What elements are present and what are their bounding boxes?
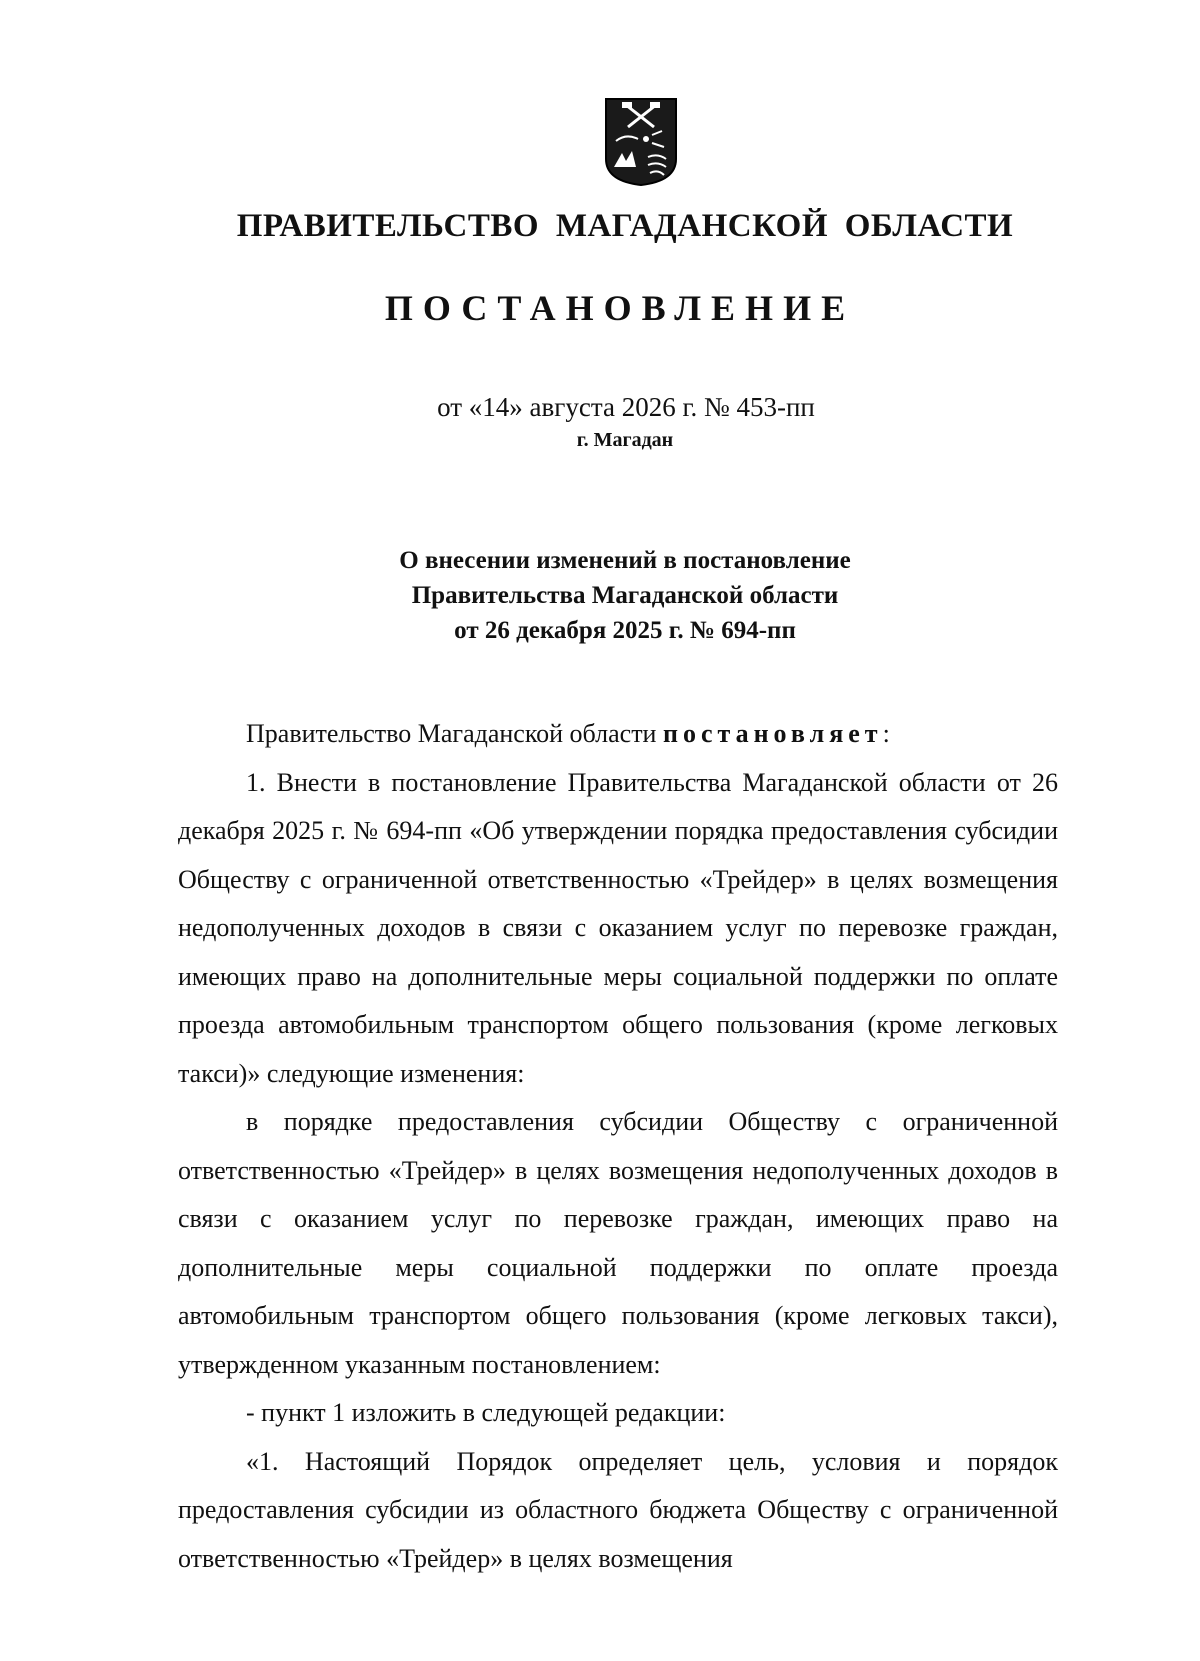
paragraph-1: 1. Внести в постановление Правительства Магаданской области от 26 декабря 2025 г. № 694-пп «Об утверждении порядка предоставления субсидии Обществу с ограниченной ответственностью «Трейдер» в целях возмещения недополученных доходов в связи с оказанием услуг по перевозке граждан, имеющих право на дополнительные меры социальной поддержки по оплате проезда автомобильным транспортом общего пользования (кроме легковых такси)» следующие изменения: bbox=[178, 767, 1058, 1088]
preamble-paragraph bbox=[178, 710, 1058, 759]
paragraph-4: «1. Настоящий Порядок определяет цель, условия и порядок предоставления субсидии из областного бюджета Обществу с ограниченной ответственностью «Трейдер» в целях возмещения bbox=[178, 1446, 1058, 1573]
heading-line: от 26 декабря 2025 г. № 694-пп bbox=[454, 617, 796, 644]
document-body bbox=[178, 710, 1058, 1583]
heading-line: Правительства Магаданской области bbox=[411, 582, 839, 609]
preamble-lead: Правительство Магаданской области bbox=[246, 719, 663, 748]
document-city: г. Магадан bbox=[576, 429, 674, 451]
document-type-title: ПОСТАНОВЛЕНИЕ bbox=[384, 288, 856, 328]
document-heading bbox=[0, 543, 1200, 648]
paragraph-3: - пункт 1 изложить в следующей редакции: bbox=[246, 1398, 726, 1427]
preamble-end: : bbox=[882, 719, 890, 748]
heading-line: О внесении изменений в постановление bbox=[399, 547, 851, 574]
paragraph-2: в порядке предоставления субсидии Обществу с ограниченной ответственностью «Трейдер» в целях возмещения недополученных доходов в связи с оказанием услуг по перевозке граждан, имеющих право на дополнительные меры социальной поддержки по оплате проезда автомобильным транспортом общего пользования (кроме легковых такси), утвержденном указанным постановлением: bbox=[178, 1107, 1058, 1379]
document-date-number: от «14» августа 2026 г. № 453-пп bbox=[437, 392, 815, 422]
government-title: ПРАВИТЕЛЬСТВО МАГАДАНСКОЙ ОБЛАСТИ bbox=[236, 208, 1014, 244]
coat-of-arms-emblem bbox=[604, 97, 678, 187]
preamble-verb: постановляет bbox=[662, 719, 883, 748]
